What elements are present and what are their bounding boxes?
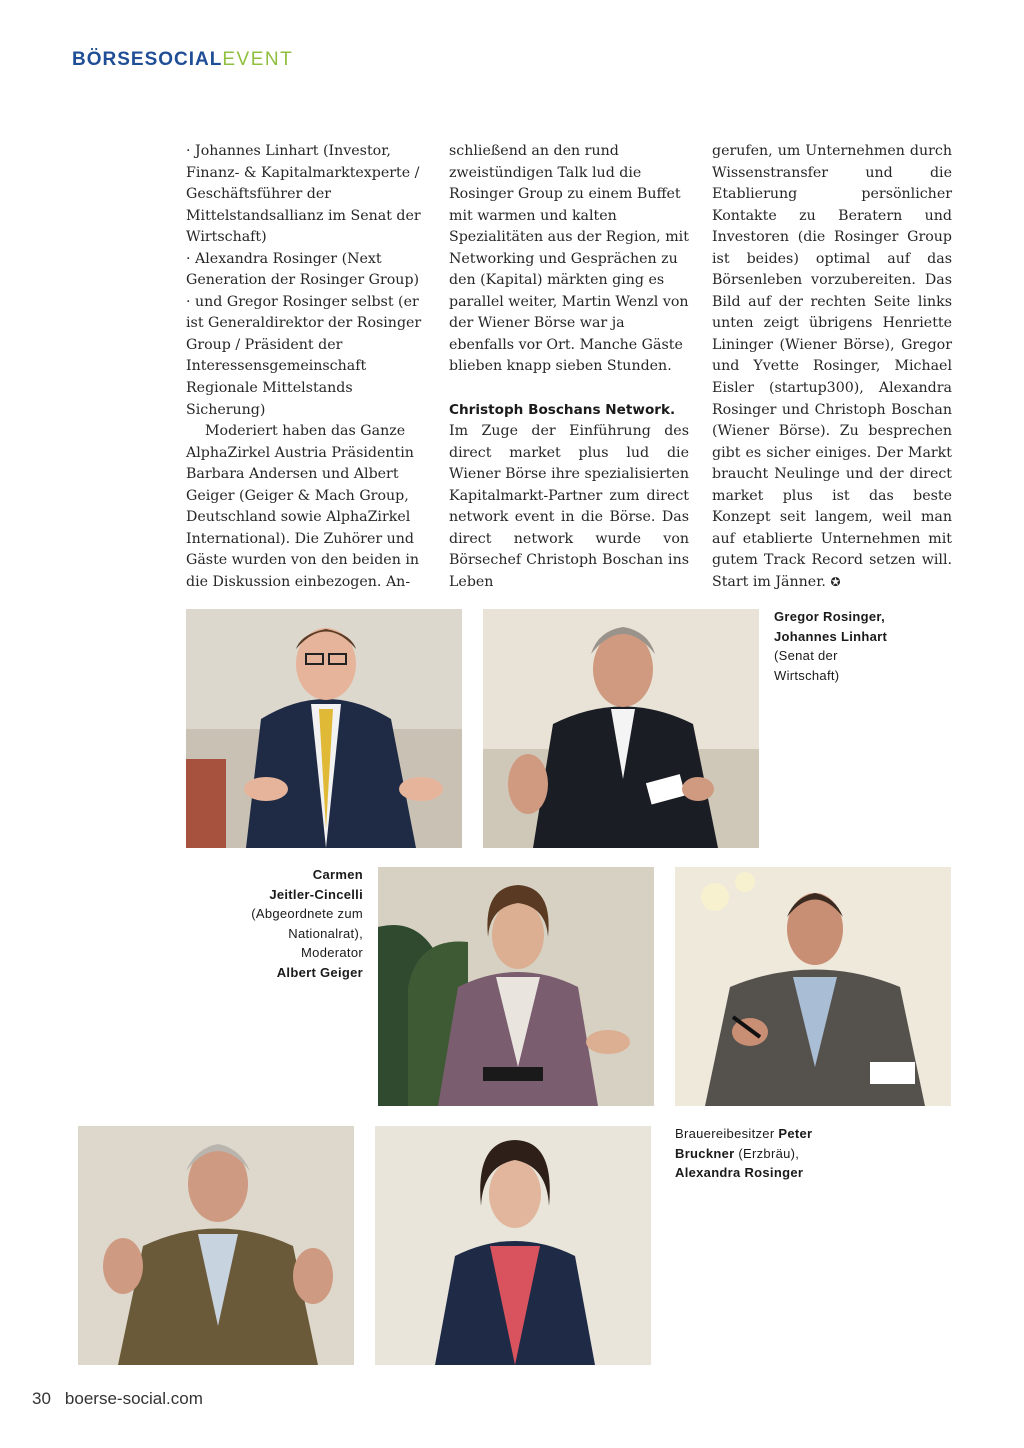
- photo-woman-blazer: [378, 867, 654, 1106]
- photo-man-glasses: [186, 609, 462, 848]
- caption-bruckner-rosinger: [675, 1124, 812, 1183]
- brand-bold: BÖRSESOCIAL: [72, 49, 223, 70]
- bullet-linhart: · Johannes Linhart (Investor, Finanz- & Kapitalmarktexperte / Geschäftsführer der Mittelstandsallianz im Senat der Wirtschaft): [186, 143, 421, 246]
- page-number: 30: [32, 1389, 51, 1408]
- caption-rosinger-linhart: [774, 607, 887, 685]
- magazine-brand: [72, 50, 293, 70]
- paragraph-buffet: schließend an den rund zweistündigen Talk lud die Rosinger Group zu einem Buffet mit warmen und kalten Spezialitäten aus der Region, mit Networking und Gesprächen zu den (Kapital) märkten ging es parallel weiter, Martin Wenzl von der Wiener Börse war ja ebenfalls vor Ort. Manche Gäste blieben knapp sieben Stunden.: [449, 143, 689, 375]
- photo-man-traditional-jacket: [78, 1126, 354, 1365]
- caption-role: Brauereibesitzer: [675, 1126, 779, 1141]
- article-column-2: [449, 141, 689, 593]
- paragraph-moderation: Moderiert haben das Ganze AlphaZirkel Austria Präsidentin Barbara Andersen und Albert Geiger (Geiger & Mach Group, Deutschland sowie AlphaZirkel International). Die Zuhörer und Gäste wurden von den beiden in die Diskussion einbezogen. An-: [186, 423, 420, 590]
- subheading-network: Christoph Boschans Network.: [449, 401, 676, 418]
- caption-role: (Erzbräu),: [734, 1145, 800, 1161]
- caption-role: Wirtschaft): [774, 667, 840, 683]
- caption-name: Albert Geiger: [276, 964, 363, 980]
- caption-name: Bruckner: [675, 1145, 735, 1161]
- bullet-alexandra: · Alexandra Rosinger (Next Generation der Rosinger Group): [186, 250, 420, 289]
- article-column-3: [712, 141, 952, 593]
- page-footer: [32, 1389, 203, 1409]
- caption-name: Johannes Linhart: [774, 628, 888, 644]
- caption-name: Jeitler-Cincelli: [269, 886, 363, 902]
- photo-woman-red-top: [375, 1126, 651, 1365]
- paragraph-boschan: gerufen, um Unternehmen durch Wissenstransfer und die Etablierung persönlicher Kontakte zu Beratern und Investoren (die Rosinger Group ist beides) optimal auf das Börsenleben vorzubereiten. Das Bild auf der rechten Seite links unten zeigt übrigens Henriette Lininger (Wiener Börse), Gregor und Yvette Rosinger, Michael Eisler (startup300), Alexandra Rosinger und Christoph Boschan (Wiener Börse). Zu besprechen gibt es sicher einiges. Der Markt braucht Neulinge und der direct market plus ist das beste Konzept seit langem, weil man auf etablierte Unternehmen mit gutem Track Record setzen will. Start im Jänner.: [712, 143, 952, 590]
- caption-jeitler-geiger: [251, 865, 363, 982]
- caption-name: Alexandra Rosinger: [675, 1165, 804, 1180]
- paragraph-direct-network: Im Zuge der Einführung des direct market plus lud die Wiener Börse ihre spezialisierten Kapitalmarkt-Partner zum direct network event in die Börse. Das direct network wurde von Börsechef Christoph Boschan ins Leben: [449, 423, 689, 590]
- caption-role: (Senat der: [774, 648, 838, 663]
- bullet-gregor: · und Gregor Rosinger selbst (er ist Generaldirektor der Rosinger Group / Präsident der Interessensgemeinschaft Regionale Mittelstands Sicherung): [186, 293, 422, 418]
- caption-role: Nationalrat),: [288, 925, 363, 941]
- caption-name: Carmen: [312, 867, 363, 882]
- photo-man-pen: [675, 867, 951, 1106]
- brand-light: EVENT: [222, 49, 294, 70]
- caption-role: (Abgeordnete zum: [251, 906, 363, 921]
- caption-name: Gregor Rosinger,: [774, 609, 885, 624]
- caption-name: Peter: [778, 1126, 813, 1141]
- caption-role: Moderator: [301, 945, 363, 960]
- footer-url: boerse-social.com: [64, 1389, 203, 1408]
- end-mark-icon: ✪: [830, 574, 841, 589]
- article-column-1: [186, 141, 424, 593]
- photo-man-gesturing: [483, 609, 759, 848]
